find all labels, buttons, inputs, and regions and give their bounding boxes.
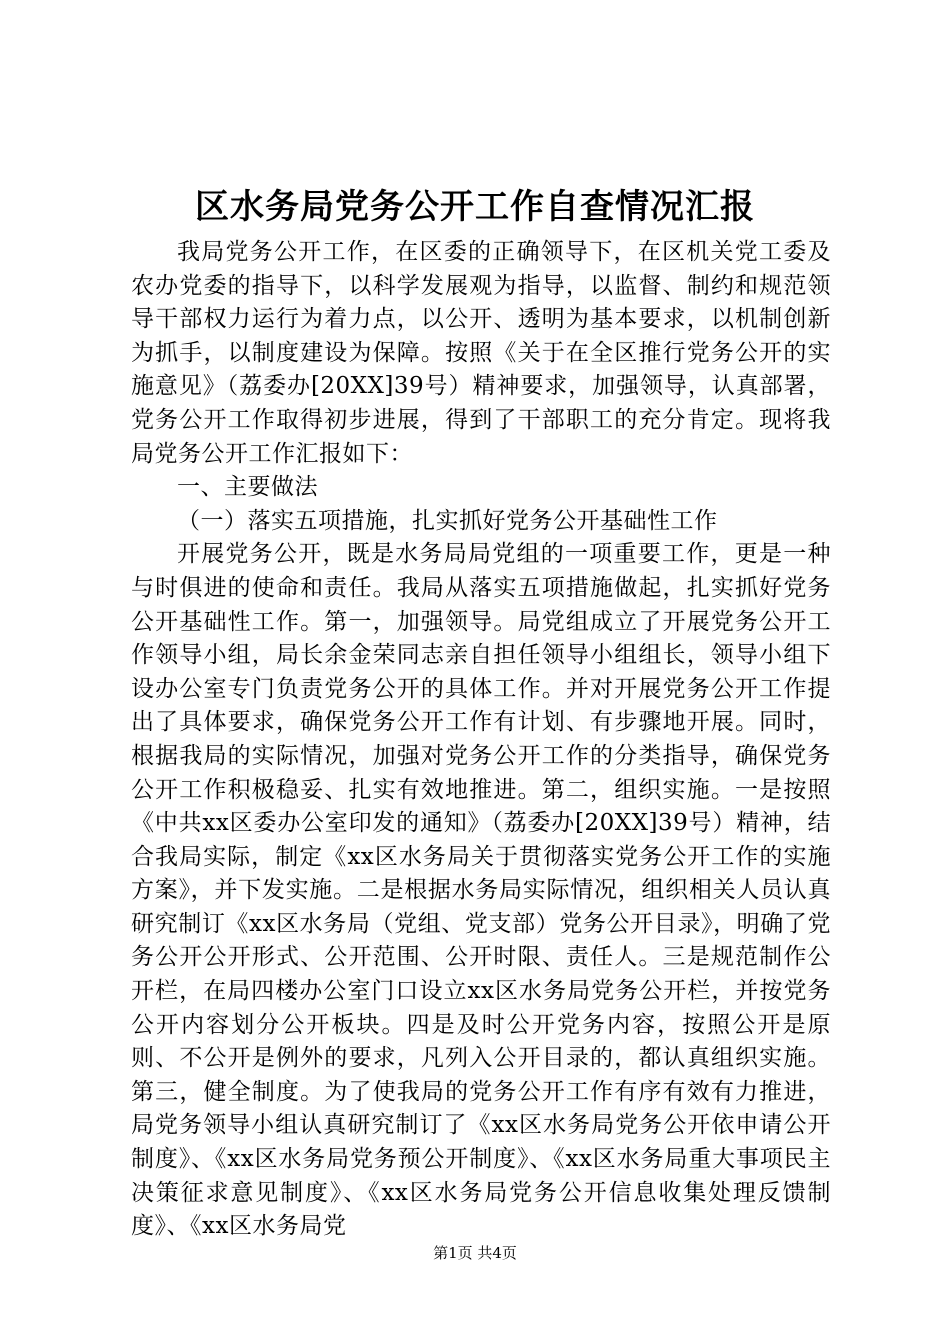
body-paragraph: 开展党务公开，既是水务局局党组的一项重要工作，更是一种与时俱进的使命和责任。我局从落实五项措施做起，扎实抓好党务公开基础性工作。第一，加强领导。局党组成立了开展党务公开工作领导小组，局长余金荣同志亲自担任领导小组组长，领导小组下设办公室专门负责党务公开的具体工作。并对开展党务公开工作提出了具体要求，确保党务公开工作有计划、有步骤地开展。同时，根据我局的实际情况，加强对党务公开工作的分类指导，确保党务公开工作积极稳妥、扎实有效地推进。第二，组织实施。一是按照《中共xx区委办公室印发的通知》（荔委办[20XX]39号）精神，结合我局实际，制定《xx区水务局关于贯彻落实党务公开工作的实施方案》，并下发实施。二是根据水务局实际情况，组织相关人员认真研究制订《xx区水务局（党组、党支部）党务公开目录》，明确了党务公开公开形式、公开范围、公开时限、责任人。三是规范制作公开栏，在局四楼办公室门口设立xx区水务局党务公开栏，并按党务公开内容划分公开板块。四是及时公开党务内容，按照公开是原则、不公开是例外的要求，凡列入公开目录的，都认真组织实施。第三，健全制度。为了使我局的党务公开工作有序有效有力推进，局党务领导小组认真研究制订了《xx区水务局党务公开依申请公开制度》、《xx区水务局党务预公开制度》、《xx区水务局重大事项民主决策征求意见制度》、《xx区水务局党务公开信息收集处理反馈制度》、《xx区水务局党: [131, 541, 831, 1240]
document-body: [131, 236, 831, 1244]
page-footer: 第1页 共4页: [433, 1244, 517, 1262]
intro-paragraph: 我局党务公开工作，在区委的正确领导下，在区机关党工委及农办党委的指导下，以科学发展观为指导，以监督、制约和规范领导干部权力运行为着力点，以公开、透明为基本要求，以机制创新为抓手，以制度建设为保障。按照《关于在全区推行党务公开的实施意见》（荔委办[20XX]39号）精神要求，加强领导，认真部署，党务公开工作取得初步进展，得到了干部职工的充分肯定。现将我局党务公开工作汇报如下：: [131, 239, 831, 467]
document-title: 区水务局党务公开工作自查情况汇报: [195, 187, 755, 227]
section-heading: 一、主要做法: [177, 474, 318, 501]
subsection-heading: （一）落实五项措施，扎实抓好党务公开基础性工作: [177, 507, 718, 534]
